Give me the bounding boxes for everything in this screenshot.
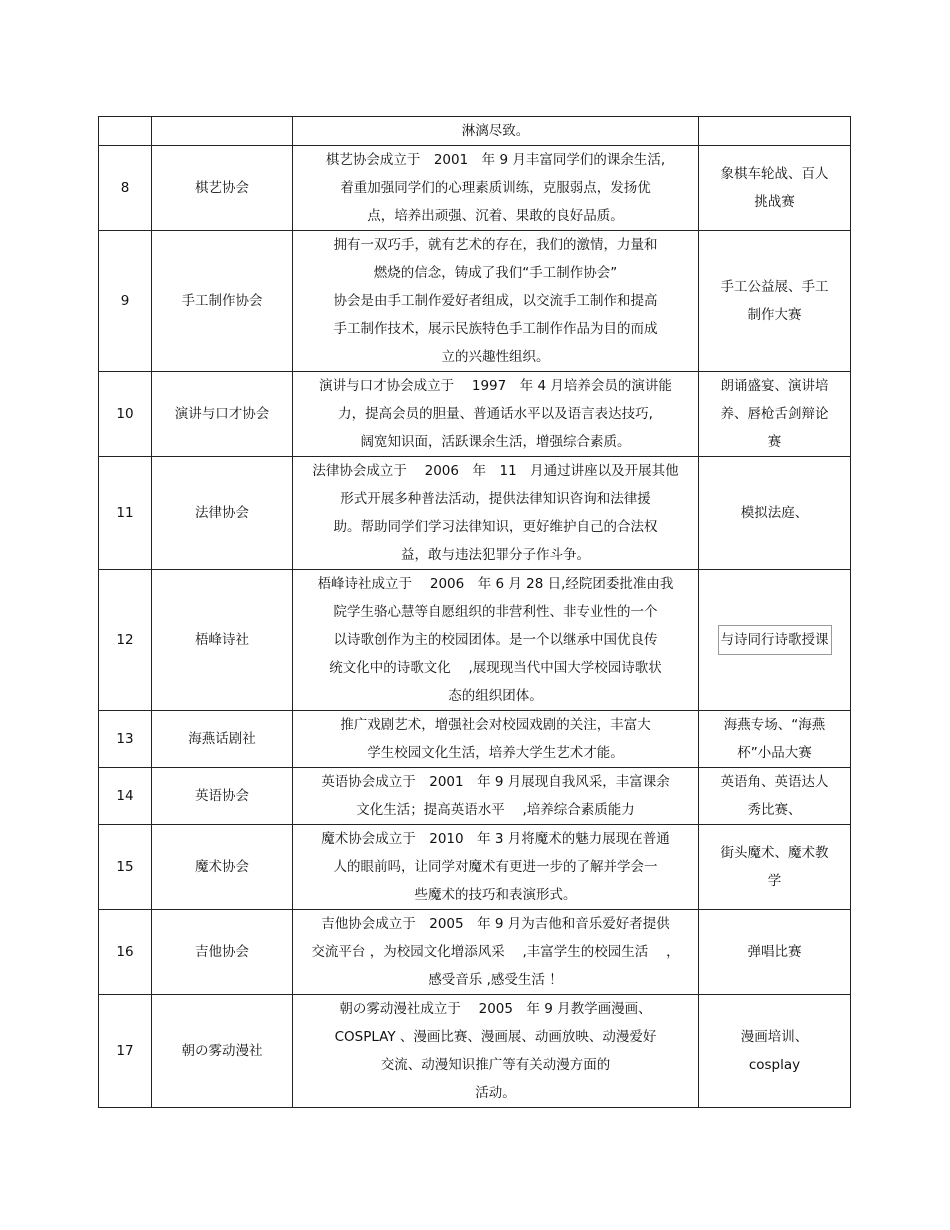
row-number: 11 bbox=[99, 457, 152, 570]
activity-line: 街头魔术、魔术教 bbox=[720, 845, 829, 861]
row-number: 9 bbox=[99, 231, 152, 372]
club-activities bbox=[699, 711, 851, 768]
description-line: 法律协会成立于 2006 年 11 月通过讲座以及开展其他 bbox=[312, 463, 679, 479]
club-description bbox=[293, 825, 699, 910]
club-name: 棋艺协会 bbox=[152, 146, 293, 231]
club-name: 法律协会 bbox=[152, 457, 293, 570]
table-row bbox=[99, 995, 851, 1108]
activity-line: 模拟法庭、 bbox=[740, 505, 809, 521]
description-line: 淋漓尽致。 bbox=[461, 123, 530, 139]
club-name bbox=[152, 117, 293, 146]
description-line: 益，敢与违法犯罪分子作斗争。 bbox=[401, 547, 590, 563]
description-line: 助。帮助同学们学习法律知识，更好维护自己的合法权 bbox=[333, 519, 658, 535]
description-line: 英语协会成立于 2001 年 9 月展现自我风采，丰富课余 bbox=[321, 774, 670, 790]
description-line: 点，培养出顽强、沉着、果敢的良好品质。 bbox=[367, 208, 624, 224]
table-row bbox=[99, 570, 851, 711]
description-line: 文化生活；提高英语水平 ,培养综合素质能力 bbox=[356, 802, 635, 818]
description-line: 着重加强同学们的心理素质训练，克服弱点，发扬优 bbox=[340, 180, 651, 196]
club-activities bbox=[699, 117, 851, 146]
description-line: 拥有一双巧手，就有艺术的存在，我们的激情，力量和 bbox=[333, 237, 658, 253]
activity-line: 英语角、英语达人 bbox=[720, 774, 829, 790]
club-description bbox=[293, 146, 699, 231]
club-activities bbox=[699, 910, 851, 995]
club-activities bbox=[699, 570, 851, 711]
activity-box bbox=[718, 625, 832, 655]
row-number: 8 bbox=[99, 146, 152, 231]
table-row bbox=[99, 711, 851, 768]
description-line: 梧峰诗社成立于 2006 年 6 月 28 日,经院团委批准由我 bbox=[317, 576, 674, 592]
club-description bbox=[293, 711, 699, 768]
club-activities bbox=[699, 146, 851, 231]
description-line: 活动。 bbox=[475, 1085, 516, 1101]
table-row bbox=[99, 768, 851, 825]
description-line: 推广戏剧艺术，增强社会对校园戏剧的关注，丰富大 bbox=[340, 717, 651, 733]
table-row bbox=[99, 457, 851, 570]
club-description bbox=[293, 768, 699, 825]
activity-line: 漫画培训、 bbox=[740, 1029, 809, 1045]
description-line: 力，提高会员的胆量、普通话水平以及语言表达技巧, bbox=[338, 406, 653, 422]
description-line: 燃烧的信念，铸成了我们“手工制作协会” bbox=[373, 265, 618, 281]
club-description bbox=[293, 995, 699, 1108]
club-activities bbox=[699, 231, 851, 372]
club-activities bbox=[699, 995, 851, 1108]
club-description bbox=[293, 910, 699, 995]
row-number: 10 bbox=[99, 372, 152, 457]
club-name: 吉他协会 bbox=[152, 910, 293, 995]
club-name: 梧峰诗社 bbox=[152, 570, 293, 711]
description-line: 学生校园文化生活，培养大学生艺术才能。 bbox=[367, 745, 624, 761]
activity-line: 制作大赛 bbox=[747, 307, 802, 323]
row-number: 17 bbox=[99, 995, 152, 1108]
club-name: 英语协会 bbox=[152, 768, 293, 825]
description-line: 交流、动漫知识推广等有关动漫方面的 bbox=[380, 1057, 611, 1073]
activity-line: 象棋车轮战、百人 bbox=[720, 166, 829, 182]
club-name: 演讲与口才协会 bbox=[152, 372, 293, 457]
table-row bbox=[99, 146, 851, 231]
description-line: 阔宽知识面，活跃课余生活，增强综合素质。 bbox=[360, 434, 631, 450]
row-number: 14 bbox=[99, 768, 152, 825]
description-line: 朝の雾动漫社成立于 2005 年 9 月教学画漫画、 bbox=[339, 1001, 652, 1017]
description-line: 形式开展多种普法活动，提供法律知识咨询和法律援 bbox=[340, 491, 651, 507]
description-line: 立的兴趣性组织。 bbox=[441, 349, 550, 365]
description-line: 吉他协会成立于 2005 年 9 月为吉他和音乐爱好者提供 bbox=[321, 916, 670, 932]
activity-line: 挑战赛 bbox=[754, 194, 795, 210]
activity-line: 朗诵盛宴、演讲培 bbox=[720, 378, 829, 394]
description-line: 手工制作技术，展示民族特色手工制作作品为目的而成 bbox=[333, 321, 658, 337]
club-description bbox=[293, 117, 699, 146]
club-description bbox=[293, 457, 699, 570]
club-name: 手工制作协会 bbox=[152, 231, 293, 372]
activity-line: 与诗同行诗歌授课 bbox=[720, 632, 829, 648]
activity-line: 学 bbox=[767, 873, 782, 889]
activity-line: 手工公益展、手工 bbox=[720, 279, 829, 295]
description-line: 感受音乐 ,感受生活 ！ bbox=[428, 972, 563, 988]
club-activities bbox=[699, 457, 851, 570]
activity-line: 秀比赛、 bbox=[747, 802, 802, 818]
table-row bbox=[99, 825, 851, 910]
description-line: 协会是由手工制作爱好者组成，以交流手工制作和提高 bbox=[333, 293, 658, 309]
description-line: 演讲与口才协会成立于 1997 年 4 月培养会员的演讲能 bbox=[319, 378, 672, 394]
description-line: 魔术协会成立于 2010 年 3 月将魔术的魅力展现在普通 bbox=[321, 831, 670, 847]
club-table bbox=[98, 116, 851, 1108]
club-name: 魔术协会 bbox=[152, 825, 293, 910]
club-name: 海燕话剧社 bbox=[152, 711, 293, 768]
description-line: 统文化中的诗歌文化 ,展现现当代中国大学校园诗歌状 bbox=[329, 660, 662, 676]
activity-line: 海燕专场、“海燕 bbox=[723, 717, 826, 733]
club-activities bbox=[699, 825, 851, 910]
description-line: 些魔术的技巧和表演形式。 bbox=[414, 887, 577, 903]
activity-line: 赛 bbox=[767, 434, 782, 450]
activity-line: 弹唱比赛 bbox=[747, 944, 802, 960]
activity-line: 养、唇枪舌剑辩论 bbox=[720, 406, 829, 422]
club-activities bbox=[699, 768, 851, 825]
club-name: 朝の雾动漫社 bbox=[152, 995, 293, 1108]
row-number: 15 bbox=[99, 825, 152, 910]
description-line: 以诗歌创作为主的校园团体。是一个以继承中国优良传 bbox=[333, 632, 658, 648]
club-activities bbox=[699, 372, 851, 457]
table-row bbox=[99, 910, 851, 995]
row-number: 13 bbox=[99, 711, 152, 768]
club-description bbox=[293, 231, 699, 372]
row-number bbox=[99, 117, 152, 146]
row-number: 12 bbox=[99, 570, 152, 711]
table-row bbox=[99, 117, 851, 146]
activity-line: 杯”小品大赛 bbox=[737, 745, 812, 761]
description-line: 交流平台 ，为校园文化增添风采 ,丰富学生的校园生活 ， bbox=[311, 944, 680, 960]
activity-line: cosplay bbox=[748, 1057, 801, 1073]
club-description bbox=[293, 372, 699, 457]
description-line: COSPLAY 、漫画比赛、漫画展、动画放映、动漫爱好 bbox=[334, 1029, 657, 1045]
row-number: 16 bbox=[99, 910, 152, 995]
club-description bbox=[293, 570, 699, 711]
description-line: 态的组织团体。 bbox=[448, 688, 543, 704]
table-row bbox=[99, 372, 851, 457]
description-line: 棋艺协会成立于 2001 年 9 月丰富同学们的课余生活, bbox=[325, 152, 666, 168]
description-line: 人的眼前吗，让同学对魔术有更进一步的了解并学会一 bbox=[333, 859, 658, 875]
table-row bbox=[99, 231, 851, 372]
description-line: 院学生骆心慧等自愿组织的非营利性、非专业性的一个 bbox=[333, 604, 658, 620]
